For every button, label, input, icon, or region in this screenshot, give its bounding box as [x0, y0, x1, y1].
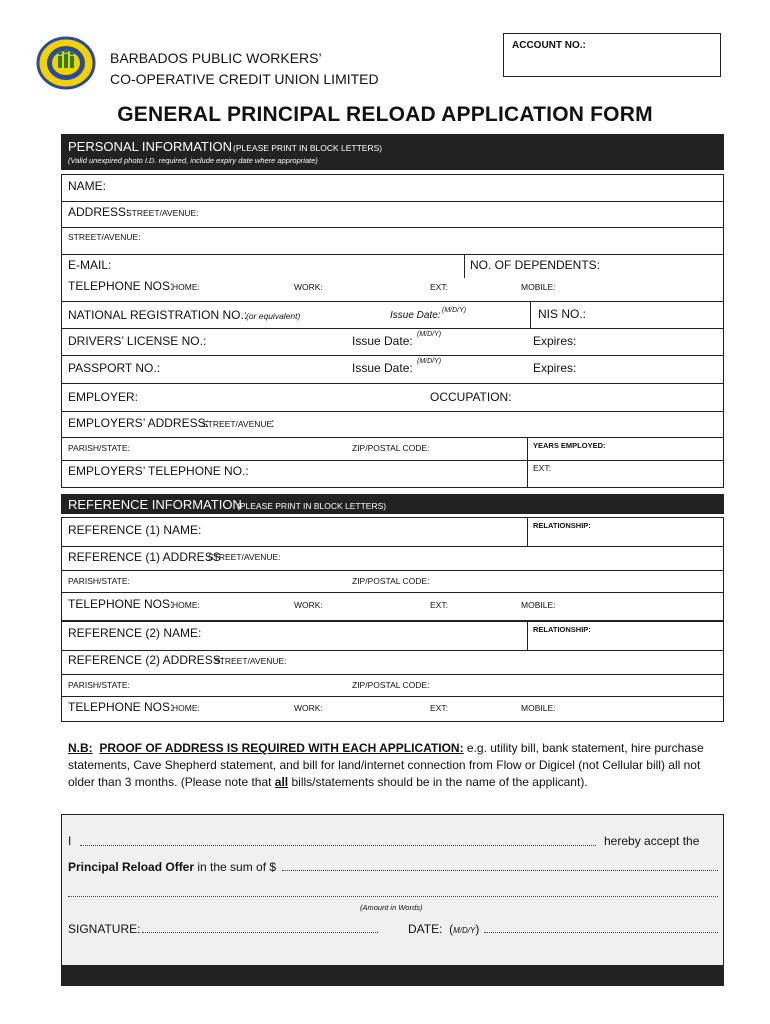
passport-issue-label: Issue Date:: [352, 361, 413, 375]
accept-name-line[interactable]: [80, 845, 596, 846]
or-equivalent-note: (or equivalent): [246, 311, 301, 321]
ref1-name-label: REFERENCE (1) NAME:: [68, 523, 202, 537]
account-number-label: ACCOUNT NO.:: [512, 40, 586, 51]
accept-i: I: [68, 834, 72, 848]
date-label: DATE:: [408, 922, 443, 936]
ref2-work-label: WORK:: [294, 703, 323, 713]
personal-form-frame: [61, 174, 724, 488]
dependents-label: NO. OF DEPENDENTS:: [470, 258, 601, 272]
org-name-line2: CO-OPERATIVE CREDIT UNION LIMITED: [110, 71, 379, 87]
ref2-home-label: HOME:: [172, 703, 200, 713]
address-street2-label: STREET/AVENUE:: [68, 232, 141, 242]
ref2-street-label: STREET/AVENUE:: [214, 656, 287, 666]
note-text2: bills/statements should be in the name of the applicant).: [288, 775, 588, 789]
proof-of-address-note: [68, 740, 724, 791]
ref2-relationship-label: RELATIONSHIP:: [533, 625, 591, 634]
passport-expires-label: Expires:: [533, 361, 577, 375]
personal-section-header: [61, 134, 724, 170]
signature-line[interactable]: [142, 932, 378, 933]
personal-sub-note: (Valid unexpired photo I.D. required, include expiry date where appropriate): [68, 156, 318, 165]
nis-label: NIS NO.:: [538, 307, 587, 321]
employer-telephone-label: EMPLOYERS’ TELEPHONE NO.:: [68, 464, 249, 478]
reference-section-header: [61, 494, 724, 514]
reference-section-note: (PLEASE PRINT IN BLOCK LETTERS): [237, 501, 387, 511]
amount-words-line[interactable]: [68, 896, 718, 897]
note-all: all: [274, 775, 289, 789]
signature-label: SIGNATURE:: [68, 922, 141, 936]
telephone-label: TELEPHONE NOS:: [68, 279, 174, 293]
employer-address-label: EMPLOYERS’ ADDRESS:: [68, 416, 209, 430]
ref1-zip-label: ZIP/POSTAL CODE:: [352, 576, 430, 586]
occupation-label: OCCUPATION:: [430, 390, 512, 404]
natreg-issue-label: Issue Date:: [390, 310, 441, 321]
ref1-home-label: HOME:: [172, 600, 200, 610]
tel-ext-label: EXT:: [430, 282, 448, 292]
drivers-issue-label: Issue Date:: [352, 334, 413, 348]
emp-zip-label: ZIP/POSTAL CODE:: [352, 443, 430, 453]
drivers-license-label: DRIVERS’ LICENSE NO.:: [68, 334, 207, 348]
date-line[interactable]: [484, 932, 718, 933]
passport-mdy: (M/D/Y): [417, 358, 442, 365]
ref1-street-label: STREET/AVENUE:: [208, 552, 281, 562]
employer-ext-label: EXT:: [533, 463, 551, 473]
personal-section-note: (PLEASE PRINT IN BLOCK LETTERS): [233, 143, 383, 153]
ref1-telephone-label: TELEPHONE NOS:: [68, 597, 174, 611]
passport-label: PASSPORT NO.:: [68, 361, 161, 375]
tel-mobile-label: MOBILE:: [521, 282, 556, 292]
reference-section-title: REFERENCE INFORMATION: [68, 497, 242, 512]
note-text1: e.g. utility bill, bank statement, hire purchase statements, Cave Shepherd statement, and bill for land/internet connection from Flow or Digicel (not Cellular bill) all not older than 3 months. (Please note that: [68, 741, 704, 789]
ref2-ext-label: EXT:: [430, 703, 448, 713]
accept-sum: in the sum of $: [194, 860, 277, 874]
form-title: GENERAL PRINCIPAL RELOAD APPLICATION FORM: [117, 103, 653, 126]
principal-reload-offer: Principal Reload Offer: [68, 860, 195, 874]
employer-street-label: STREET/AVENUE: [202, 419, 273, 429]
acceptance-footer-bar: [62, 965, 723, 985]
org-name-line1: BARBADOS PUBLIC WORKERS’: [110, 50, 322, 66]
employer-street-colon: :: [271, 416, 275, 430]
ref2-mobile-label: MOBILE:: [521, 703, 556, 713]
emp-parish-label: PARISH/STATE:: [68, 443, 130, 453]
name-field[interactable]: [62, 175, 722, 200]
tel-home-label: HOME:: [172, 282, 200, 292]
address-label: ADDRESS:: [68, 205, 130, 219]
ref2-telephone-label: TELEPHONE NOS:: [68, 700, 174, 714]
ref1-mobile-label: MOBILE:: [521, 600, 556, 610]
years-employed-label: YEARS EMPLOYED:: [533, 441, 606, 450]
note-bold: PROOF OF ADDRESS IS REQUIRED WITH EACH APPLICATION:: [99, 741, 464, 755]
personal-section-title: PERSONAL INFORMATION: [68, 139, 232, 154]
ref2-address-label: REFERENCE (2) ADDRESS:: [68, 653, 225, 667]
ref2-parish-label: PARISH/STATE:: [68, 680, 130, 690]
employer-label: EMPLOYER:: [68, 390, 139, 404]
ref1-address-label: REFERENCE (1) ADDRESS: [68, 550, 221, 564]
name-label: NAME:: [68, 179, 107, 193]
credit-union-logo: [36, 36, 96, 90]
tel-work-label: WORK:: [294, 282, 323, 292]
account-number-box[interactable]: [503, 33, 721, 77]
ref1-work-label: WORK:: [294, 600, 323, 610]
amount-in-words-label: (Amount in Words): [360, 903, 423, 912]
ref1-relationship-label: RELATIONSHIP:: [533, 521, 591, 530]
accept-hereby: hereby accept the: [604, 834, 700, 848]
email-label: E-MAIL:: [68, 258, 112, 272]
address-street-label: STREET/AVENUE:: [126, 208, 199, 218]
natreg-mdy: (M/D/Y): [442, 307, 467, 314]
national-reg-label: NATIONAL REGISTRATION NO.:: [68, 308, 248, 322]
drivers-expires-label: Expires:: [533, 334, 577, 348]
note-nb: N.B:: [68, 741, 93, 755]
ref2-name-label: REFERENCE (2) NAME:: [68, 626, 202, 640]
date-format: M/D/Y: [453, 926, 476, 935]
ref1-parish-label: PARISH/STATE:: [68, 576, 130, 586]
drivers-mdy: (M/D/Y): [417, 331, 442, 338]
ref1-ext-label: EXT:: [430, 600, 448, 610]
amount-figures-line[interactable]: [282, 870, 718, 871]
ref2-zip-label: ZIP/POSTAL CODE:: [352, 680, 430, 690]
